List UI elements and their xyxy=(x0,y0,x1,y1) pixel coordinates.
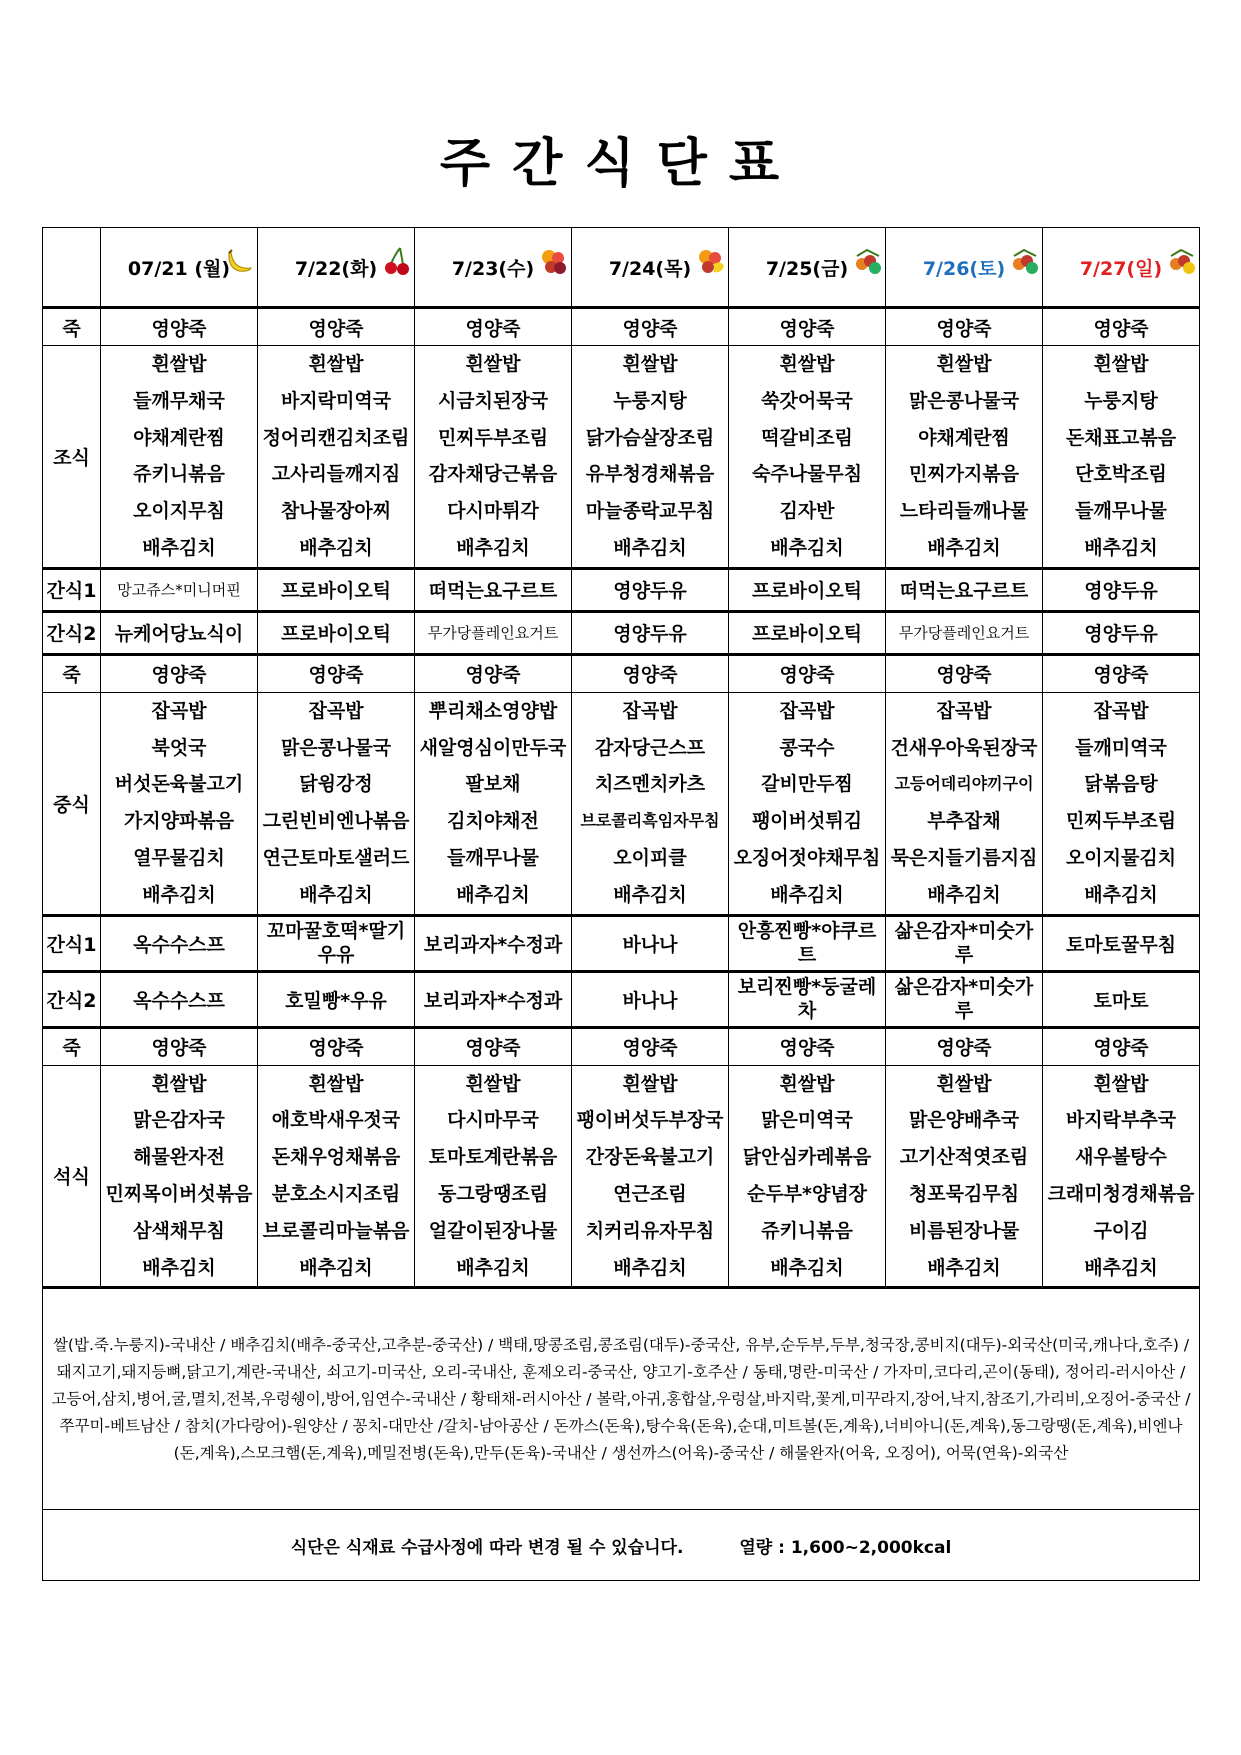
menu-item: 떡갈비조림 xyxy=(761,426,853,449)
menu-cell: 뉴케어당뇨식이 xyxy=(101,611,258,654)
day-header xyxy=(415,228,572,308)
menu-cell: 무가당플레인요거트 xyxy=(886,611,1043,654)
porridge-row xyxy=(43,308,1200,346)
menu-cell: 영양두유 xyxy=(572,568,729,611)
menu-item: 들깨무나물 xyxy=(1075,500,1167,523)
notice-cell xyxy=(43,1510,1200,1581)
menu-item: 콩국수 xyxy=(779,736,835,759)
menu-item: 갈비만두찜 xyxy=(761,773,853,796)
meal-cell xyxy=(886,692,1043,915)
menu-item: 맑은콩나물국 xyxy=(908,389,1020,412)
porridge-row xyxy=(43,1027,1200,1065)
row-label: 간식2 xyxy=(43,611,101,654)
menu-cell: 영양두유 xyxy=(572,611,729,654)
menu-cell: 영양죽 xyxy=(415,654,572,692)
row-label: 간식2 xyxy=(43,971,101,1027)
menu-item: 배추김치 xyxy=(299,883,373,906)
menu-item: 흰쌀밥 xyxy=(1093,353,1149,375)
menu-item: 흰쌀밥 xyxy=(308,353,364,375)
menu-item: 배추김치 xyxy=(770,1256,844,1279)
banana-icon xyxy=(225,246,255,276)
am-snack1-row xyxy=(43,568,1200,611)
menu-item: 흰쌀밥 xyxy=(151,353,207,375)
notice-text: 식단은 식재료 수급사정에 따라 변경 될 수 있습니다. xyxy=(290,1537,684,1558)
menu-item: 브로콜리마늘볶음 xyxy=(262,1219,410,1242)
menu-item: 배추김치 xyxy=(1084,536,1158,559)
menu-cell: 바나나 xyxy=(572,971,729,1027)
menu-item: 시금치된장국 xyxy=(437,389,549,412)
menu-item: 민찌두부조림 xyxy=(437,426,549,449)
menu-item: 흰쌀밥 xyxy=(465,353,521,375)
menu-cell: 영양죽 xyxy=(729,308,886,346)
menu-item: 바지락부추국 xyxy=(1065,1109,1177,1132)
menu-cell: 프로바이오틱 xyxy=(729,568,886,611)
menu-item: 크래미청경채볶음 xyxy=(1047,1182,1195,1205)
menu-cell: 보리과자*수정과 xyxy=(415,915,572,971)
menu-item: 쥬키니볶음 xyxy=(133,463,225,486)
menu-cell: 떠먹는요구르트 xyxy=(886,568,1043,611)
menu-cell: 옥수수스프 xyxy=(101,971,258,1027)
menu-cell: 삶은감자*미숫가루 xyxy=(886,971,1043,1027)
menu-item: 배추김치 xyxy=(927,1256,1001,1279)
meal-cell xyxy=(1043,346,1200,569)
menu-item: 브로콜리흑임자무침 xyxy=(580,811,720,831)
menu-item: 흰쌀밥 xyxy=(779,1072,835,1095)
meal-cell xyxy=(572,1065,729,1288)
menu-cell: 영양죽 xyxy=(258,1027,415,1065)
menu-item: 배추김치 xyxy=(456,883,530,906)
meal-cell xyxy=(572,692,729,915)
menu-item: 배추김치 xyxy=(142,1256,216,1279)
menu-item: 감자채당근볶음 xyxy=(428,463,558,486)
menu-cell: 프로바이오틱 xyxy=(258,611,415,654)
menu-item: 가지양파볶음 xyxy=(123,810,235,833)
menu-item: 숙주나물무침 xyxy=(751,463,863,486)
menu-item: 야채계란찜 xyxy=(133,426,225,449)
menu-cell: 영양죽 xyxy=(101,654,258,692)
menu-item: 쑥갓어묵국 xyxy=(761,389,853,412)
menu-item: 배추김치 xyxy=(456,536,530,559)
meal-cell xyxy=(258,1065,415,1288)
meal-cell xyxy=(101,346,258,569)
menu-item: 팽이버섯두부장국 xyxy=(576,1109,724,1132)
menu-item: 순두부*양념장 xyxy=(746,1182,868,1205)
calorie-text: 열량 : 1,600~2,000kcal xyxy=(739,1537,952,1558)
lunch-row xyxy=(43,692,1200,915)
menu-item: 해물완자전 xyxy=(133,1146,225,1169)
menu-cell: 영양죽 xyxy=(1043,308,1200,346)
menu-item: 건새우아욱된장국 xyxy=(890,736,1038,759)
weekly-menu-table xyxy=(42,227,1200,1581)
menu-item: 배추김치 xyxy=(613,1256,687,1279)
menu-item: 야채계란찜 xyxy=(918,426,1010,449)
menu-item: 김자반 xyxy=(779,500,835,523)
menu-item: 열무물김치 xyxy=(133,846,225,869)
meal-cell xyxy=(258,346,415,569)
day-header xyxy=(572,228,729,308)
menu-item: 오이지무침 xyxy=(133,500,225,523)
menu-item: 바지락미역국 xyxy=(280,389,392,412)
menu-item: 맑은양배추국 xyxy=(908,1109,1020,1132)
fruit-basket-icon xyxy=(1167,246,1197,276)
pm-snack2-row xyxy=(43,971,1200,1027)
menu-item: 치커리유자무침 xyxy=(585,1219,715,1242)
menu-cell: 프로바이오틱 xyxy=(729,611,886,654)
menu-item: 간장돈육불고기 xyxy=(585,1146,715,1169)
menu-item: 들깨무나물 xyxy=(447,846,539,869)
row-label: 중식 xyxy=(43,692,101,915)
menu-item: 청포묵김무침 xyxy=(908,1182,1020,1205)
menu-cell: 떠먹는요구르트 xyxy=(415,568,572,611)
menu-item: 오이피클 xyxy=(613,846,687,869)
day-label: 7/24(목) xyxy=(608,257,692,280)
row-label: 죽 xyxy=(43,308,101,346)
meal-cell xyxy=(1043,1065,1200,1288)
menu-item: 고등어데리야끼구이 xyxy=(894,774,1034,794)
menu-item: 묵은지들기름지짐 xyxy=(890,846,1038,869)
menu-cell: 영양죽 xyxy=(1043,1027,1200,1065)
day-header xyxy=(729,228,886,308)
menu-cell: 안흥찐빵*야쿠르트 xyxy=(729,915,886,971)
menu-item: 잡곡밥 xyxy=(779,699,835,722)
menu-cell: 토마토 xyxy=(1043,971,1200,1027)
menu-cell: 옥수수스프 xyxy=(101,915,258,971)
meal-cell xyxy=(886,346,1043,569)
menu-item: 배추김치 xyxy=(1084,883,1158,906)
menu-cell: 삶은감자*미숫가루 xyxy=(886,915,1043,971)
menu-cell: 호밀빵*우유 xyxy=(258,971,415,1027)
menu-cell: 영양죽 xyxy=(886,1027,1043,1065)
row-label: 죽 xyxy=(43,654,101,692)
menu-item: 흰쌀밥 xyxy=(151,1072,207,1095)
day-label: 7/26(토) xyxy=(922,257,1006,280)
menu-cell: 영양죽 xyxy=(1043,654,1200,692)
fruit-basket-icon xyxy=(853,246,883,276)
menu-item: 맑은감자국 xyxy=(133,1109,225,1132)
menu-item: 돈채표고볶음 xyxy=(1065,426,1177,449)
meal-cell xyxy=(572,346,729,569)
menu-item: 배추김치 xyxy=(142,536,216,559)
menu-item: 민찌두부조림 xyxy=(1065,810,1177,833)
menu-item: 닭안심카레볶음 xyxy=(742,1146,872,1169)
menu-cell: 보리찐빵*둥굴레차 xyxy=(729,971,886,1027)
corner-cell xyxy=(43,228,101,308)
dinner-row xyxy=(43,1065,1200,1288)
meal-cell xyxy=(415,346,572,569)
menu-cell: 영양죽 xyxy=(729,1027,886,1065)
page-title: 주간식단표 xyxy=(439,134,802,194)
menu-cell: 바나나 xyxy=(572,915,729,971)
menu-item: 흰쌀밥 xyxy=(936,353,992,375)
day-label: 7/25(금) xyxy=(765,257,849,280)
am-snack2-row xyxy=(43,611,1200,654)
menu-item: 배추김치 xyxy=(927,536,1001,559)
menu-item: 새우볼탕수 xyxy=(1075,1146,1167,1169)
menu-item: 흰쌀밥 xyxy=(308,1072,364,1095)
menu-item: 흰쌀밥 xyxy=(1093,1072,1149,1095)
menu-item: 잡곡밥 xyxy=(936,699,992,722)
menu-item: 팽이버섯튀김 xyxy=(751,810,863,833)
menu-item: 배추김치 xyxy=(927,883,1001,906)
menu-item: 고사리들깨지짐 xyxy=(271,463,401,486)
menu-cell: 망고쥬스*미니머핀 xyxy=(101,568,258,611)
menu-item: 김치야채전 xyxy=(447,810,539,833)
menu-cell: 영양죽 xyxy=(101,308,258,346)
menu-item: 단호박조림 xyxy=(1075,463,1167,486)
menu-item: 비름된장나물 xyxy=(908,1219,1020,1242)
menu-cell: 보리과자*수정과 xyxy=(415,971,572,1027)
menu-item: 토마토계란볶음 xyxy=(428,1146,558,1169)
menu-item: 애호박새우젓국 xyxy=(271,1109,401,1132)
menu-item: 배추김치 xyxy=(613,536,687,559)
day-label: 7/23(수) xyxy=(451,257,535,280)
menu-item: 흰쌀밥 xyxy=(622,1072,678,1095)
menu-item: 오징어젓야채무침 xyxy=(733,846,881,869)
menu-item: 흰쌀밥 xyxy=(622,353,678,375)
menu-item: 유부청경채볶음 xyxy=(585,463,715,486)
menu-item: 맑은미역국 xyxy=(761,1109,853,1132)
menu-item: 감자당근스프 xyxy=(594,736,706,759)
menu-item: 연근토마토샐러드 xyxy=(262,846,410,869)
menu-item: 흰쌀밥 xyxy=(936,1072,992,1095)
meal-cell xyxy=(729,1065,886,1288)
menu-item: 분호소시지조림 xyxy=(271,1182,401,1205)
menu-item: 부추잡채 xyxy=(927,810,1001,833)
menu-item: 새알영심이만두국 xyxy=(419,736,567,759)
row-label: 간식1 xyxy=(43,568,101,611)
row-label: 조식 xyxy=(43,346,101,569)
menu-cell: 영양두유 xyxy=(1043,568,1200,611)
menu-item: 잡곡밥 xyxy=(308,699,364,722)
menu-item: 맑은콩나물국 xyxy=(280,736,392,759)
menu-item: 배추김치 xyxy=(613,883,687,906)
menu-item: 팔보채 xyxy=(465,773,521,796)
day-label: 7/22(화) xyxy=(294,257,378,280)
menu-item: 버섯돈육불고기 xyxy=(114,773,244,796)
menu-item: 치즈멘치카츠 xyxy=(594,773,706,796)
menu-item: 오이지물김치 xyxy=(1065,846,1177,869)
menu-item: 들깨무채국 xyxy=(133,389,225,412)
menu-cell: 영양두유 xyxy=(1043,611,1200,654)
menu-item: 배추김치 xyxy=(770,883,844,906)
meal-cell xyxy=(415,1065,572,1288)
menu-item: 삼색채무침 xyxy=(133,1219,225,1242)
menu-item: 민찌목이버섯볶음 xyxy=(105,1182,253,1205)
menu-item: 다시마튀각 xyxy=(447,500,539,523)
menu-cell: 영양죽 xyxy=(572,1027,729,1065)
menu-item: 고기산적엿조림 xyxy=(899,1146,1029,1169)
menu-item: 누룽지탕 xyxy=(1084,389,1158,412)
meal-cell xyxy=(101,692,258,915)
menu-cell: 프로바이오틱 xyxy=(258,568,415,611)
menu-item: 잡곡밥 xyxy=(1093,699,1149,722)
menu-item: 느타리들깨나물 xyxy=(899,500,1029,523)
row-label: 석식 xyxy=(43,1065,101,1288)
menu-item: 배추김치 xyxy=(456,1256,530,1279)
menu-item: 쥬키니볶음 xyxy=(761,1219,853,1242)
menu-item: 정어리캔김치조림 xyxy=(262,426,410,449)
menu-item: 잡곡밥 xyxy=(622,699,678,722)
menu-cell: 영양죽 xyxy=(886,308,1043,346)
fruit-basket-icon xyxy=(1010,246,1040,276)
pm-snack1-row xyxy=(43,915,1200,971)
meal-cell xyxy=(729,346,886,569)
menu-cell: 영양죽 xyxy=(415,308,572,346)
meal-cell xyxy=(1043,692,1200,915)
day-label: 7/27(일) xyxy=(1079,257,1163,280)
menu-item: 구이김 xyxy=(1093,1219,1149,1242)
menu-item: 닭가슴살장조림 xyxy=(585,426,715,449)
menu-cell: 영양죽 xyxy=(886,654,1043,692)
day-header-row xyxy=(43,228,1200,308)
notice-row xyxy=(43,1510,1200,1581)
origin-info: 쌀(밥.죽.누룽지)-국내산 / 배추김치(배추-중국산,고추분-중국산) / 백태,땅콩조림,콩조림(대두)-중국산, 유부,순두부,두부,청국장,콩비지(대두)-외국산(미국,캐나다,호주) / 돼지고기,돼지등뼈,닭고기,계란-국내산, 쇠고기-미국산, 오리-국내산, 훈제오리-중국산, 양고기-호주산 / 동태,명란-미국산 / 가자미,코다리,곤이(동태), 정어리-러시아산 / 고등어,삼치,병어,굴,멸치,전복,우렁쉥이,방어,임연수-국내산 / 황태채-러시아산 / 볼락,아귀,홍합살,우렁살,바지락,꽃게,미꾸라지,장어,낙지,참조기,가리비,오징어-중국산 / 쭈꾸미-베트남산 / 참치(가다랑어)-원양산 / 꽁치-대만산 /갈치-남아공산 / 돈까스(돈육),탕수육(돈육),순대,미트볼(돈,계육),너비아니(돈,계육),동그랑땡(돈,계육),비엔나(돈,계육),스모크햄(돈,계육),메밀전병(돈육),만두(돈육)-국내산 / 생선까스(어육)-중국산 / 해물완자(어육, 오징어), 어묵(연육)-외국산 xyxy=(43,1288,1200,1510)
cherry-icon xyxy=(382,246,412,276)
menu-item: 얼갈이된장나물 xyxy=(428,1219,558,1242)
menu-item: 참나물장아찌 xyxy=(280,500,392,523)
day-header xyxy=(886,228,1043,308)
menu-item: 들깨미역국 xyxy=(1075,736,1167,759)
menu-item: 닭윙강정 xyxy=(299,773,373,796)
menu-item: 동그랑땡조림 xyxy=(437,1182,549,1205)
menu-cell: 영양죽 xyxy=(415,1027,572,1065)
menu-cell: 무가당플레인요거트 xyxy=(415,611,572,654)
menu-item: 마늘종락교무침 xyxy=(585,500,715,523)
menu-cell: 영양죽 xyxy=(572,308,729,346)
menu-item: 닭볶음탕 xyxy=(1084,773,1158,796)
row-label: 간식1 xyxy=(43,915,101,971)
menu-item: 배추김치 xyxy=(1084,1256,1158,1279)
menu-item: 돈채우엉채볶음 xyxy=(271,1146,401,1169)
menu-item: 누룽지탕 xyxy=(613,389,687,412)
menu-cell: 영양죽 xyxy=(258,654,415,692)
fruit-basket-icon xyxy=(696,246,726,276)
origin-row xyxy=(43,1288,1200,1510)
meal-cell xyxy=(258,692,415,915)
menu-item: 배추김치 xyxy=(770,536,844,559)
day-header xyxy=(258,228,415,308)
menu-cell: 영양죽 xyxy=(101,1027,258,1065)
menu-item: 민찌가지볶음 xyxy=(908,463,1020,486)
day-label: 07/21 (월) xyxy=(127,257,231,280)
menu-cell: 영양죽 xyxy=(572,654,729,692)
menu-cell: 영양죽 xyxy=(729,654,886,692)
meal-cell xyxy=(101,1065,258,1288)
meal-cell xyxy=(415,692,572,915)
menu-cell: 꼬마꿀호떡*딸기우유 xyxy=(258,915,415,971)
menu-item: 배추김치 xyxy=(142,883,216,906)
breakfast-row xyxy=(43,346,1200,569)
day-header xyxy=(1043,228,1200,308)
menu-item: 뿌리채소영양밥 xyxy=(428,699,558,722)
menu-item: 그린빈비엔나볶음 xyxy=(262,810,410,833)
menu-cell: 토마토꿀무침 xyxy=(1043,915,1200,971)
menu-item: 흰쌀밥 xyxy=(465,1072,521,1095)
menu-item: 배추김치 xyxy=(299,536,373,559)
row-label: 죽 xyxy=(43,1027,101,1065)
menu-item: 북엇국 xyxy=(151,736,207,759)
meal-cell xyxy=(886,1065,1043,1288)
porridge-row xyxy=(43,654,1200,692)
fruit-basket-icon xyxy=(539,246,569,276)
day-header xyxy=(101,228,258,308)
menu-item: 다시마무국 xyxy=(447,1109,539,1132)
menu-item: 흰쌀밥 xyxy=(779,353,835,375)
menu-item: 연근조림 xyxy=(613,1182,687,1205)
menu-cell: 영양죽 xyxy=(258,308,415,346)
meal-cell xyxy=(729,692,886,915)
menu-item: 배추김치 xyxy=(299,1256,373,1279)
menu-item: 잡곡밥 xyxy=(151,699,207,722)
